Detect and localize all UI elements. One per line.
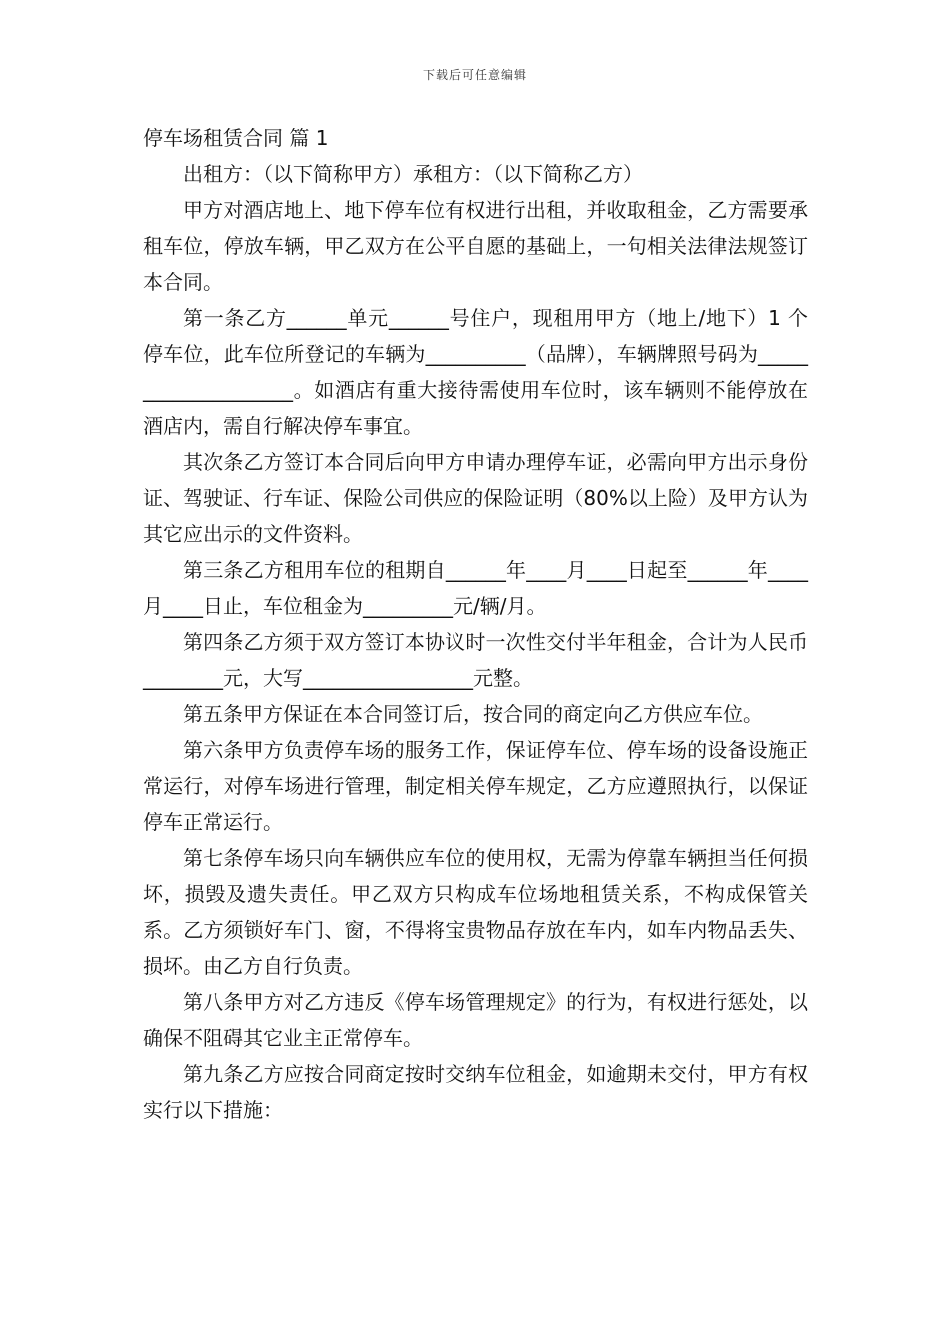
header-note: 下载后可任意编辑 <box>422 68 527 82</box>
paragraph-article-2: 其次条乙方签订本合同后向甲方申请办理停车证，必需向甲方出示身份证、驾驶证、行车证、保险公司供应的保险证明（80%以上险）及甲方认为其它应出示的文件资料。 <box>143 450 808 546</box>
paragraph-preamble: 甲方对酒店地上、地下停车位有权进行出租，并收取租金，乙方需要承租车位，停放车辆，甲乙双方在公平自愿的基础上，一句相关法律法规签订本合同。 <box>143 198 808 294</box>
paragraph-article-1: 第一条乙方______单元______号住户，现租用甲方（地上/地下）1 个停车位，此车位所登记的车辆为__________（品牌），车辆牌照号码为____________________。如酒店有重大接待需使用车位时，该车辆则不能停放在酒店内，需自行解决停车事宜。 <box>143 306 808 438</box>
paragraph-article-7: 第七条停车场只向车辆供应车位的使用权，无需为停靠车辆担当任何损坏，损毁及遗失责任。甲乙双方只构成车位场地租赁关系，不构成保管关系。乙方须锁好车门、窗，不得将宝贵物品存放在车内，如车内物品丢失、损坏。由乙方自行负责。 <box>143 846 808 978</box>
paragraph-article-6: 第六条甲方负责停车场的服务工作，保证停车位、停车场的设备设施正常运行，对停车场进行管理，制定相关停车规定，乙方应遵照执行，以保证停车正常运行。 <box>143 738 808 834</box>
document-title: 停车场租赁合同 篇 1 <box>143 126 329 150</box>
paragraph-article-5: 第五条甲方保证在本合同签订后，按合同的商定向乙方供应车位。 <box>183 702 763 726</box>
paragraph-article-4: 第四条乙方须于双方签订本协议时一次性交付半年租金，合计为人民币________元，大写_________________元整。 <box>143 630 808 690</box>
paragraph-article-3: 第三条乙方租用车位的租期自______年____月____日起至______年____月____日止，车位租金为_________元/辆/月。 <box>143 558 808 618</box>
paragraph-article-9: 第九条乙方应按合同商定按时交纳车位租金，如逾期未交付，甲方有权实行以下措施： <box>143 1062 808 1122</box>
paragraph-parties: 出租方：（以下简称甲方）承租方：（以下简称乙方） <box>183 162 643 186</box>
paragraph-article-8: 第八条甲方对乙方违反《停车场管理规定》的行为，有权进行惩处，以确保不阻碍其它业主正常停车。 <box>143 990 808 1050</box>
document-body <box>143 120 808 1128</box>
